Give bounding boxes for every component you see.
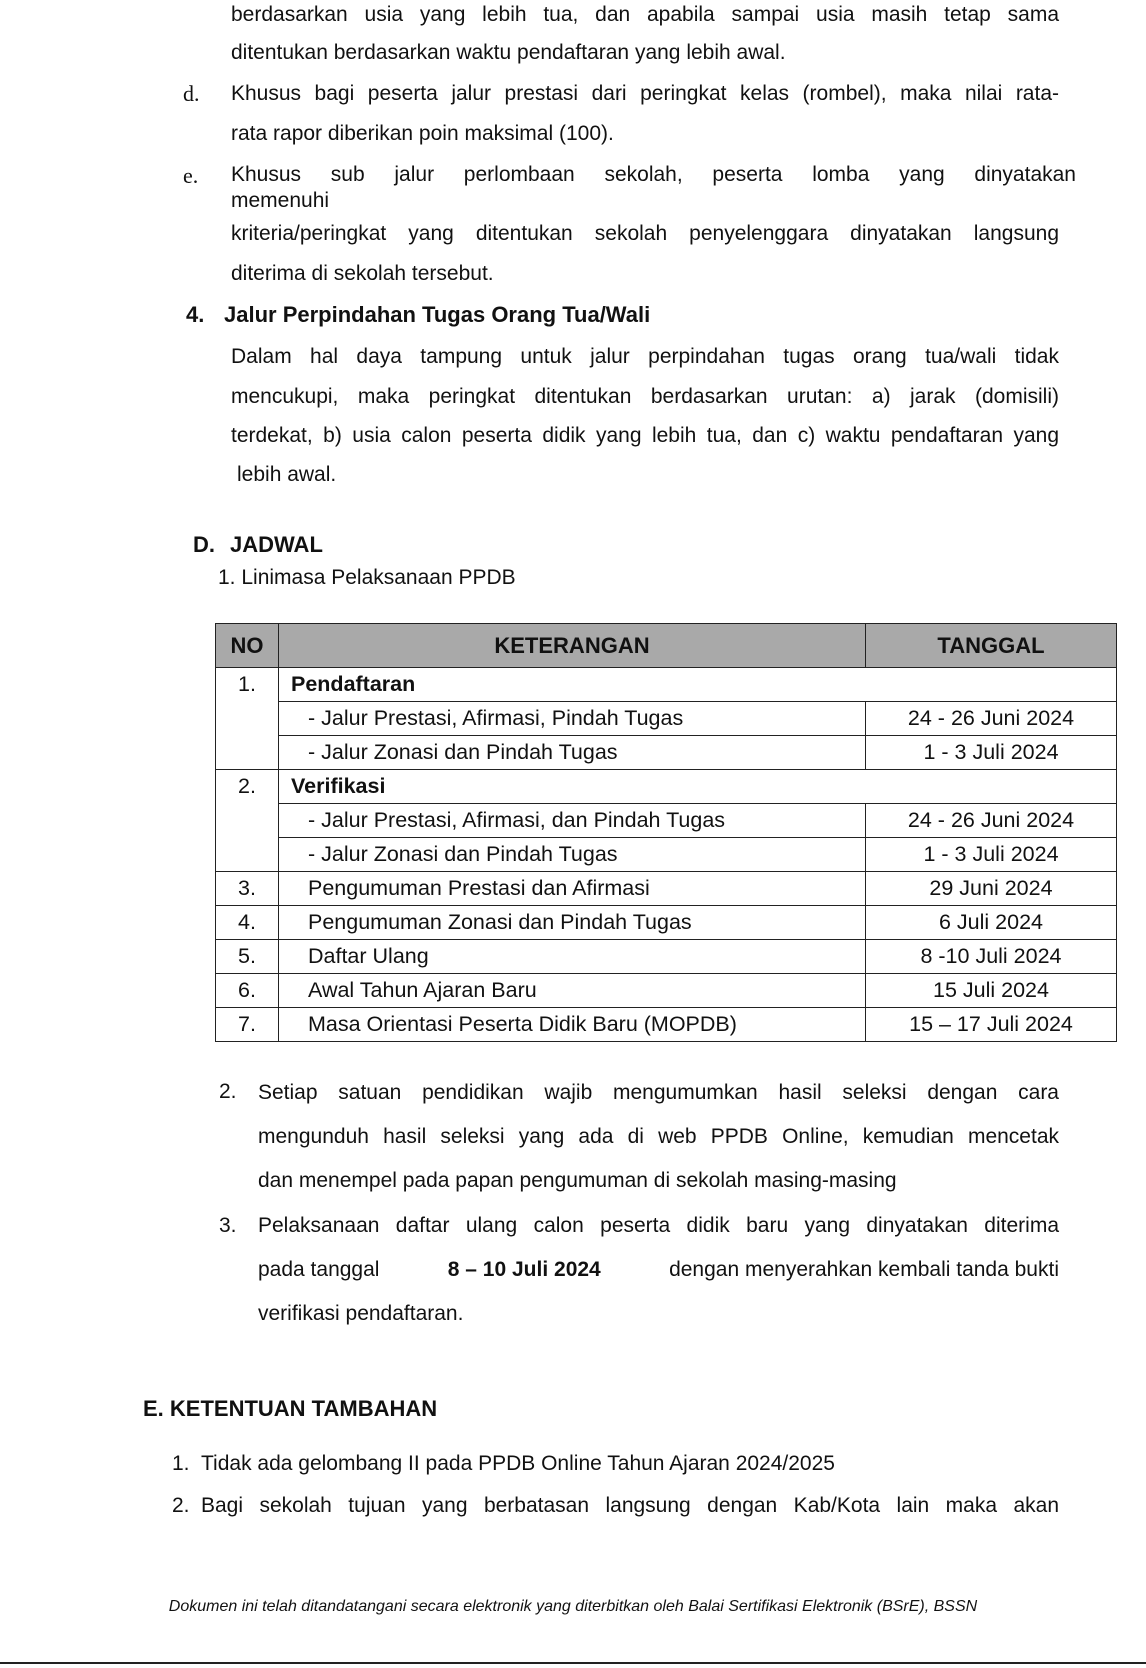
row-tanggal: 1 - 3 Juli 2024 [866, 736, 1117, 770]
row-keterangan: Masa Orientasi Peserta Didik Baru (MOPDB) [279, 1008, 866, 1042]
row-number: 1. [216, 668, 279, 770]
subsection-title: 1. Linimasa Pelaksanaan PPDB [218, 566, 516, 589]
row-keterangan: Awal Tahun Ajaran Baru [279, 974, 866, 1008]
table-row [216, 838, 1117, 872]
row-keterangan: - Jalur Zonasi dan Pindah Tugas [279, 838, 866, 872]
text-run: pada tanggal [258, 1258, 380, 1281]
row-keterangan: - Jalur Zonasi dan Pindah Tugas [279, 736, 866, 770]
paragraph-line: Khusus sub jalur perlombaan sekolah, peserta lomba yang dinyatakan [231, 163, 1076, 186]
list-number: 2. [219, 1080, 237, 1103]
row-tanggal: 29 Juni 2024 [866, 872, 1117, 906]
date-range-bold: 8 – 10 Juli 2024 [447, 1258, 601, 1281]
table-row [216, 668, 1117, 702]
paragraph-line: rata rapor diberikan poin maksimal (100). [231, 122, 614, 145]
section-title: JADWAL [230, 532, 323, 557]
paragraph-line: mencukupi, maka peringkat ditentukan berdasarkan urutan: a) jarak (domisili) [231, 385, 1059, 408]
table-row [216, 940, 1117, 974]
row-keterangan: Pengumuman Zonasi dan Pindah Tugas [279, 906, 866, 940]
table-row [216, 770, 1117, 804]
paragraph-line: verifikasi pendaftaran. [258, 1302, 464, 1325]
row-tanggal: 8 -10 Juli 2024 [866, 940, 1117, 974]
table-row [216, 906, 1117, 940]
paragraph-line: kriteria/peringkat yang ditentukan sekolah penyelenggara dinyatakan langsung [231, 222, 1059, 245]
row-number: 3. [216, 872, 279, 906]
paragraph-line: terdekat, b) usia calon peserta didik yang lebih tua, dan c) waktu pendaftaran yang [231, 424, 1059, 447]
paragraph-line: Tidak ada gelombang II pada PPDB Online Tahun Ajaran 2024/2025 [201, 1452, 835, 1475]
paragraph-line: ditentukan berdasarkan waktu pendaftaran yang lebih awal. [231, 41, 786, 64]
row-number: 6. [216, 974, 279, 1008]
list-marker: d. [183, 81, 200, 106]
paragraph-line: Setiap satuan pendidikan wajib mengumumkan hasil seleksi dengan cara [258, 1081, 1059, 1104]
header-keterangan: KETERANGAN [279, 624, 866, 668]
table-row [216, 974, 1117, 1008]
list-number: 3. [219, 1214, 237, 1237]
row-group-label: Pendaftaran [279, 668, 1117, 702]
text-run: dengan menyerahkan kembali tanda bukti [669, 1258, 1059, 1281]
paragraph-line: lebih awal. [237, 463, 337, 486]
table-row [216, 702, 1117, 736]
row-tanggal: 24 - 26 Juni 2024 [866, 702, 1117, 736]
footer-note: Dokumen ini telah ditandatangani secara elektronik yang diterbitkan oleh Balai Sertifikasi Elektronik (BSrE), BSSN [168, 1598, 978, 1615]
header-no: NO [216, 624, 279, 668]
section-title: E. KETENTUAN TAMBAHAN [143, 1396, 438, 1421]
row-number: 7. [216, 1008, 279, 1042]
table-row [216, 1008, 1117, 1042]
list-number: 1. [172, 1452, 190, 1475]
paragraph-line: mengunduh hasil seleksi yang ada di web PPDB Online, kemudian mencetak [258, 1125, 1059, 1148]
header-tanggal: TANGGAL [866, 624, 1117, 668]
paragraph-line: memenuhi [231, 189, 330, 212]
row-keterangan: - Jalur Prestasi, Afirmasi, Pindah Tugas [279, 702, 866, 736]
row-keterangan: Daftar Ulang [279, 940, 866, 974]
paragraph-line: berdasarkan usia yang lebih tua, dan apabila sampai usia masih tetap sama [231, 3, 1059, 26]
paragraph-line [258, 1257, 1059, 1283]
paragraph-line: Pelaksanaan daftar ulang calon peserta didik baru yang dinyatakan diterima [258, 1214, 1059, 1237]
section-number: 4. [186, 302, 205, 327]
table-header-row [216, 624, 1117, 668]
table-row [216, 872, 1117, 906]
paragraph-line: Khusus bagi peserta jalur prestasi dari peringkat kelas (rombel), maka nilai rata- [231, 82, 1059, 105]
section-letter: D. [193, 532, 215, 557]
table-row [216, 736, 1117, 770]
schedule-table [215, 623, 1117, 1042]
section-title: Jalur Perpindahan Tugas Orang Tua/Wali [224, 302, 651, 327]
paragraph-line: diterima di sekolah tersebut. [231, 262, 494, 285]
row-number: 4. [216, 906, 279, 940]
row-tanggal: 24 - 26 Juni 2024 [866, 804, 1117, 838]
paragraph-line: Dalam hal daya tampung untuk jalur perpindahan tugas orang tua/wali tidak [231, 345, 1059, 368]
row-tanggal: 15 Juli 2024 [866, 974, 1117, 1008]
row-tanggal: 6 Juli 2024 [866, 906, 1117, 940]
row-keterangan: Pengumuman Prestasi dan Afirmasi [279, 872, 866, 906]
list-marker: e. [183, 163, 199, 188]
paragraph-line: dan menempel pada papan pengumuman di sekolah masing-masing [258, 1169, 897, 1192]
row-group-label: Verifikasi [279, 770, 1117, 804]
row-number: 5. [216, 940, 279, 974]
row-number: 2. [216, 770, 279, 872]
list-number: 2. [172, 1494, 190, 1517]
table-row [216, 804, 1117, 838]
row-keterangan: - Jalur Prestasi, Afirmasi, dan Pindah Tugas [279, 804, 866, 838]
paragraph-line: Bagi sekolah tujuan yang berbatasan langsung dengan Kab/Kota lain maka akan [201, 1494, 1059, 1517]
row-tanggal: 1 - 3 Juli 2024 [866, 838, 1117, 872]
row-tanggal: 15 – 17 Juli 2024 [866, 1008, 1117, 1042]
bottom-rule [0, 1662, 1146, 1664]
